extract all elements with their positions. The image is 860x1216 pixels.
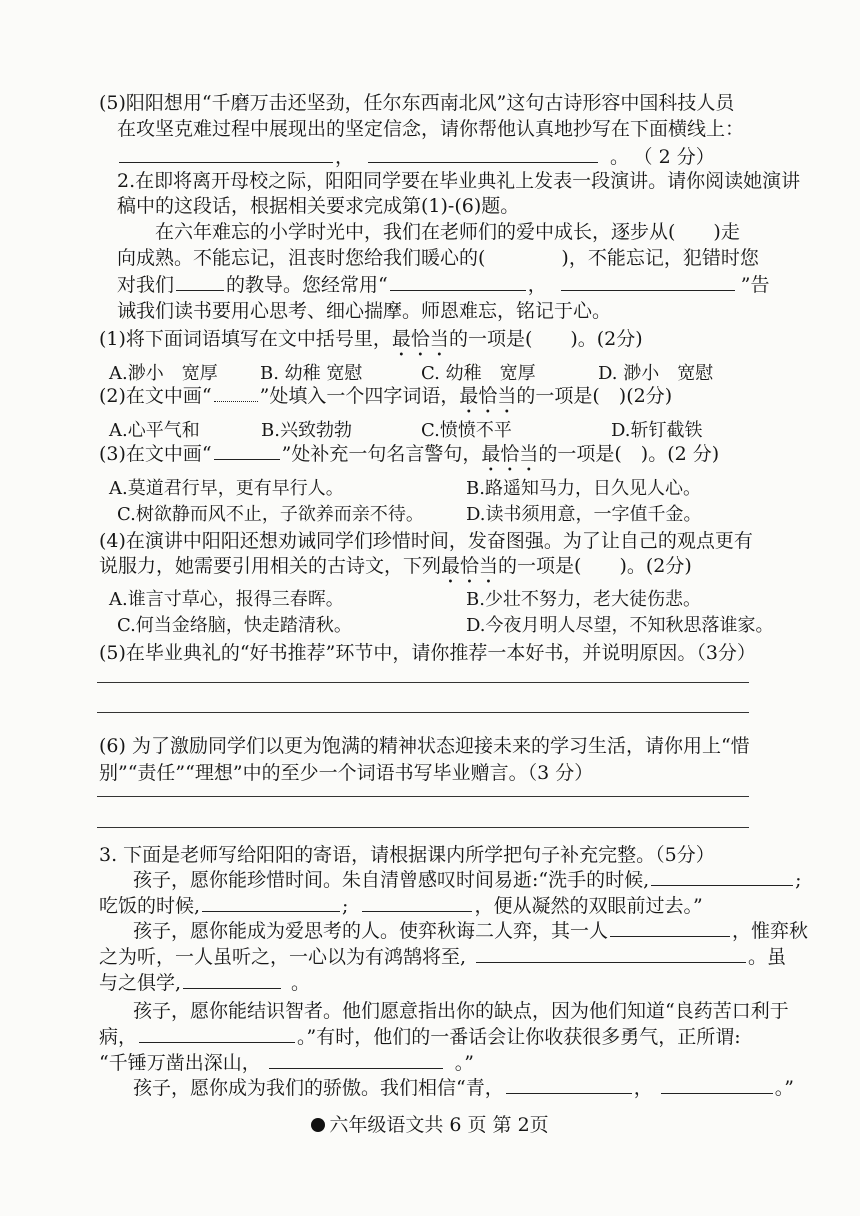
comma: ， (335, 146, 355, 168)
text: 孩子，愿你能珍惜时间。朱自清曾感叹时间易逝:“洗手的时候, (133, 869, 650, 891)
text: 的一项是( )。(2分) (498, 555, 692, 577)
q2-3-option-b[interactable]: B.路遥知马力，日久见人心。 (466, 478, 701, 499)
answer-blank[interactable] (651, 867, 793, 886)
text: 的一项是( )(2分) (516, 385, 673, 407)
answer-blank[interactable] (476, 944, 746, 963)
q2-6-line1: (6) 为了激励同学们以更为饱满的精神状态迎接未来的学习生活，请你用上“惜 (99, 735, 750, 757)
text: 。 (291, 972, 311, 994)
answer-line[interactable] (97, 827, 749, 828)
text: 孩子，愿你成为我们的骄傲。我们相信“青， (133, 1077, 504, 1099)
q2-4-line1: (4)在演讲中阳阳还想劝诫同学们珍惜时间，发奋图强。为了让自己的观点更有 (99, 530, 753, 552)
q3-p2 (99, 893, 703, 919)
q1-5-line1: (5)阳阳想用“千磨万击还坚劲，任尔东西南北风”这句古诗形容中国科技人员 (99, 92, 735, 114)
answer-blank[interactable] (390, 272, 526, 291)
q2-3-option-c[interactable]: C.树欲静而风不止，子欲养而亲不待。 (117, 504, 424, 525)
answer-blank[interactable] (176, 272, 224, 291)
q3-p1 (133, 867, 802, 893)
q2-4-option-c[interactable]: C.何当金络脑，快走踏清秋。 (117, 615, 352, 636)
text: (1)将下面词语填写在文中括号里， (99, 328, 392, 350)
q2-1-option-b[interactable]: B. 幼稚 宽慰 (260, 363, 363, 384)
q1-5-answer-row (117, 144, 715, 170)
text: ; (342, 895, 349, 917)
text: 。”有时，他们的一番话会让你收获很多勇气，正所谓: (297, 1026, 741, 1048)
text: (3)在文中画“ (99, 443, 212, 465)
q2-3-stem (99, 441, 719, 476)
text: 。” (454, 1052, 474, 1074)
answer-blank[interactable] (183, 970, 281, 989)
q2-4-line2 (99, 553, 692, 588)
emphasis: 最恰当 (441, 555, 499, 577)
q1-5-line2: 在攻坚克难过程中展现出的坚定信念，请你帮他认真地抄写在下面横线上： (117, 118, 745, 140)
text: ，惟弈秋 (732, 920, 809, 942)
answer-blank[interactable] (269, 1050, 443, 1069)
answer-line[interactable] (97, 682, 749, 683)
q2-4-option-a[interactable]: A.谁言寸草心，报得三春晖。 (109, 589, 344, 610)
emphasis: 最恰当 (481, 443, 539, 465)
text: ”处补充一句名言警句， (281, 443, 482, 465)
page-number: 六年级语文共 6 页 第 2页 (329, 1114, 549, 1136)
q2-4-option-d[interactable]: D.今夜月明人尽望，不知秋思落谁家。 (466, 615, 774, 636)
q2-1-option-a[interactable]: A.渺小 宽厚 (109, 363, 218, 384)
score: （ 2 分） (643, 146, 715, 168)
q3-p4 (99, 944, 786, 970)
answer-blank[interactable] (119, 144, 333, 163)
q2-line2: 稿中的这段话，根据相关要求完成第(1)-(6)题。 (117, 195, 520, 217)
answer-blank[interactable] (506, 1075, 632, 1094)
page-footer (0, 1112, 860, 1138)
text: ”告 (740, 274, 770, 296)
text: 对我们 (117, 274, 175, 296)
q2-2-option-c[interactable]: C.愤愤不平 (421, 420, 512, 441)
q2-passage-line2: 向成熟。不能忘记，沮丧时您给我们暖心的( )，不能忘记，犯错时您 (117, 247, 759, 269)
q2-passage-line4: 诫我们读书要用心思考、细心揣摩。师恩难忘，铭记于心。 (117, 300, 612, 322)
underline-blank (214, 441, 280, 460)
text: ，便从凝然的双眼前过去。” (474, 895, 703, 917)
answer-blank[interactable] (139, 1024, 295, 1043)
q2-1-stem (99, 326, 643, 361)
answer-blank[interactable] (202, 893, 340, 912)
q3-title: 3. 下面是老师写给阳阳的寄语，请根据课内所学把句子补充完整。（5分） (99, 844, 715, 866)
text: 之为听，一人虽听之，一心以为有鸿鹄将至, (99, 946, 467, 968)
text: ”处填入一个四字词语， (259, 385, 460, 407)
text: 的一项是( )。(2分) (448, 328, 643, 350)
answer-blank[interactable] (368, 144, 598, 163)
answer-line[interactable] (97, 796, 749, 797)
q2-2-stem (99, 383, 672, 418)
period: 。 (610, 146, 630, 168)
text: 。虽 (748, 946, 787, 968)
answer-blank[interactable] (362, 893, 472, 912)
text: (2)在文中画“ (99, 385, 212, 407)
text: 的教导。您经常用“ (226, 274, 388, 296)
q2-1-option-d[interactable]: D. 渺小 宽慰 (598, 363, 714, 384)
text: 与之俱学, (99, 972, 182, 994)
q3-p8 (99, 1050, 474, 1076)
q2-2-option-d[interactable]: D.斩钉截铁 (611, 420, 703, 441)
text: 孩子，愿你能成为爱思考的人。使弈秋诲二人弈，其一人 (133, 920, 609, 942)
q3-p5 (99, 970, 310, 996)
wavy-blank (214, 387, 258, 402)
q3-p3 (133, 918, 808, 944)
q3-p7 (99, 1024, 741, 1050)
answer-blank[interactable] (661, 1075, 773, 1094)
q2-6-line2: 别”“责任”“理想”中的至少一个词语书写毕业赠言。（3 分） (99, 762, 594, 784)
bullet-icon (311, 1118, 325, 1132)
answer-line[interactable] (97, 712, 749, 713)
text: ; (795, 869, 802, 891)
text: 吃饭的时候, (99, 895, 201, 917)
emphasis: 最恰当 (459, 385, 517, 407)
q2-4-option-b[interactable]: B.少壮不努力，老大徒伤悲。 (466, 589, 701, 610)
q2-passage-line1: 在六年难忘的小学时光中，我们在老师们的爱中成长，逐步从( )走 (155, 221, 740, 243)
q2-3-option-a[interactable]: A.莫道君行早，更有早行人。 (109, 478, 344, 499)
text: 。” (774, 1077, 794, 1099)
text: 说服力，她需要引用相关的古诗文，下列 (99, 555, 442, 577)
text: 的一项是( )。(2 分) (538, 443, 720, 465)
q2-1-option-c[interactable]: C. 幼稚 宽厚 (421, 363, 536, 384)
q2-2-option-b[interactable]: B.兴致勃勃 (261, 420, 352, 441)
text: “千锤万凿出深山， (99, 1052, 261, 1074)
answer-blank[interactable] (561, 272, 735, 291)
q2-line1: 2.在即将离开母校之际，阳阳同学要在毕业典礼上发表一段演讲。请你阅读她演讲 (117, 170, 801, 192)
q2-passage-line3 (117, 272, 769, 298)
q3-p9 (133, 1075, 794, 1101)
answer-blank[interactable] (610, 918, 730, 937)
q2-5-stem: (5)在毕业典礼的“好书推荐”环节中，请你推荐一本好书，并说明原因。（3分） (99, 642, 756, 664)
q2-2-option-a[interactable]: A.心平气和 (109, 420, 200, 441)
text: ， (527, 274, 547, 296)
text: ， (633, 1077, 653, 1099)
q3-p6: 孩子，愿你能结识智者。他们愿意指出你的缺点，因为他们知道“良药苦口利于 (133, 1000, 789, 1022)
q2-3-option-d[interactable]: D.读书须用意，一字值千金。 (466, 504, 702, 525)
text: 病， (99, 1026, 138, 1048)
emphasis: 最恰当 (391, 328, 449, 350)
